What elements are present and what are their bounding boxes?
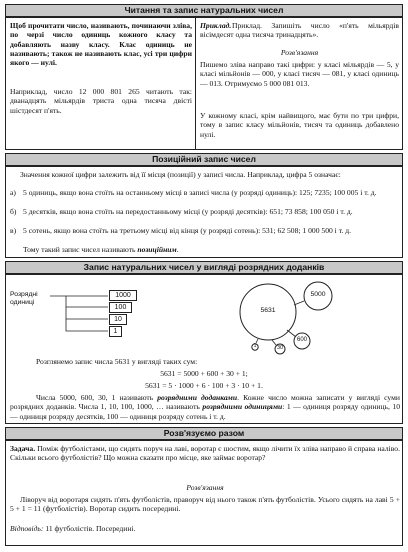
unit-box-10: 10 — [109, 314, 127, 325]
task-text: Задача. Поміж футболістами, що сидять поруч на лаві, воротар є шостим, якщо лічити їх зліва направо й справа наліво. Скільки всього футболістів? Що можна сказати про місце, яке займає воротар? — [10, 444, 400, 463]
item-b-marker: б) — [10, 207, 17, 216]
solution-text: Пишемо зліва направо такі цифри: у класі мільярдів — 5, у класі мільйонів — 000, у класі тисяч — 081, у класі одиниць — 013. Отримуємо 5 000 081 013. — [200, 60, 399, 88]
page — [5, 4, 403, 548]
equation-sum: 5631 = 5000 + 600 + 30 + 1; — [160, 369, 248, 378]
circle-5631: 5631 — [260, 307, 276, 314]
section-title-positional: Позиційний запис чисел — [5, 153, 403, 166]
section-title-digit-terms: Запис натуральних чисел у вигляді розрядних доданків — [5, 261, 403, 274]
item-c-marker: в) — [10, 226, 17, 235]
reading-example-text: Наприклад, число 12 000 801 265 читають так: дванадцять мільярдів триста одна тисяча двісті шістдесят п'ять. — [10, 87, 192, 115]
unit-box-1: 1 — [109, 326, 122, 337]
item-a-text: 5 одиниць, якщо вона стоїть на останньому місці в записі числа (у розряді одиниць): 125; 7235; 100 005 і т. д. — [23, 188, 377, 197]
unit-box-100: 100 — [109, 302, 132, 313]
digit-terms-box — [5, 274, 403, 424]
positional-box — [5, 166, 403, 258]
solution-note: У кожному класі, крім найвищого, має бути по три цифри, тому в запис класу мільйонів, тисяч та одиниць добавлено нулі. — [200, 111, 399, 139]
reading-box — [5, 17, 403, 150]
section-title-solve-together: Розв'язуємо разом — [5, 427, 403, 440]
task-solution-title: Розв'язання — [186, 483, 224, 492]
item-a-marker: а) — [10, 188, 16, 197]
section-title-reading: Читання та запис натуральних чисел — [5, 4, 403, 17]
example-task: Приклад. — [200, 21, 232, 30]
positional-intro: Значення кожної цифри залежить від її місця (позиції) у записі числа. Наприклад, цифра 5 означає: — [20, 170, 341, 179]
equation-product: 5631 = 5 · 1000 + 6 · 100 + 3 · 10 + 1. — [145, 381, 263, 390]
solution-title: Розв'язання — [280, 48, 319, 57]
digit-terms-explanation: Числа 5000, 600, 30, 1 називають розрядними доданками. Кожне число можна записати у вигляді суми розрядних доданків. Числа 1, 10, 100, 1000, … називають розрядними одиницями: 1 — одиниця розряду одиниць, 10 — одиниця розряду десятків, 100 — одиниця розряду сотень і т. д. — [10, 393, 400, 421]
digit-diagram-lines — [6, 275, 402, 355]
circle-30: 30 — [276, 345, 284, 351]
item-b-text: 5 десятків, якщо вона стоїть на передостанньому місці (у розряді десятків): 651; 73 858; 100 050 і т. д. — [23, 207, 353, 216]
task-answer: Відповідь: 11 футболістів. Посередині. — [10, 524, 136, 533]
digit-units-label: Розрядні одиниці — [10, 291, 38, 307]
reading-rule: Щоб прочитати число, називають, починаючи зліва, по черзі число одиниць кожного класу та добавляють назву класу. Клас одиниць не називають; також не називають клас, усі три цифри якого — нулі. — [10, 21, 192, 67]
circle-5000: 5000 — [310, 291, 326, 298]
circle-1: 1 — [253, 343, 257, 349]
positional-conclusion: Тому такий запис чисел називають позиційним. — [23, 245, 179, 254]
item-c-text: 5 сотень, якщо вона стоїть на третьому місці від кінця (у розряді сотень): 531; 62 508; 1 000 500 і т. д. — [23, 226, 351, 235]
consider-text: Розглянемо запис числа 5631 у вигляді таких сум: — [36, 357, 198, 366]
example-task-text: Приклад. Запишіть число «п'ять мільярдів вісімдесят одна тисяча тринадцять». — [200, 21, 399, 40]
task-solution-text: Ліворуч від воротаря сидять п'ять футболістів, праворуч від нього також п'ять футболістів. Усього сидять на лаві 5 + 5 + 1 = 11 (футболістів). Воротар сидить посередині. — [10, 495, 400, 514]
circle-600: 600 — [296, 337, 307, 343]
solve-together-box — [5, 440, 403, 546]
unit-box-1000: 1000 — [109, 290, 137, 301]
